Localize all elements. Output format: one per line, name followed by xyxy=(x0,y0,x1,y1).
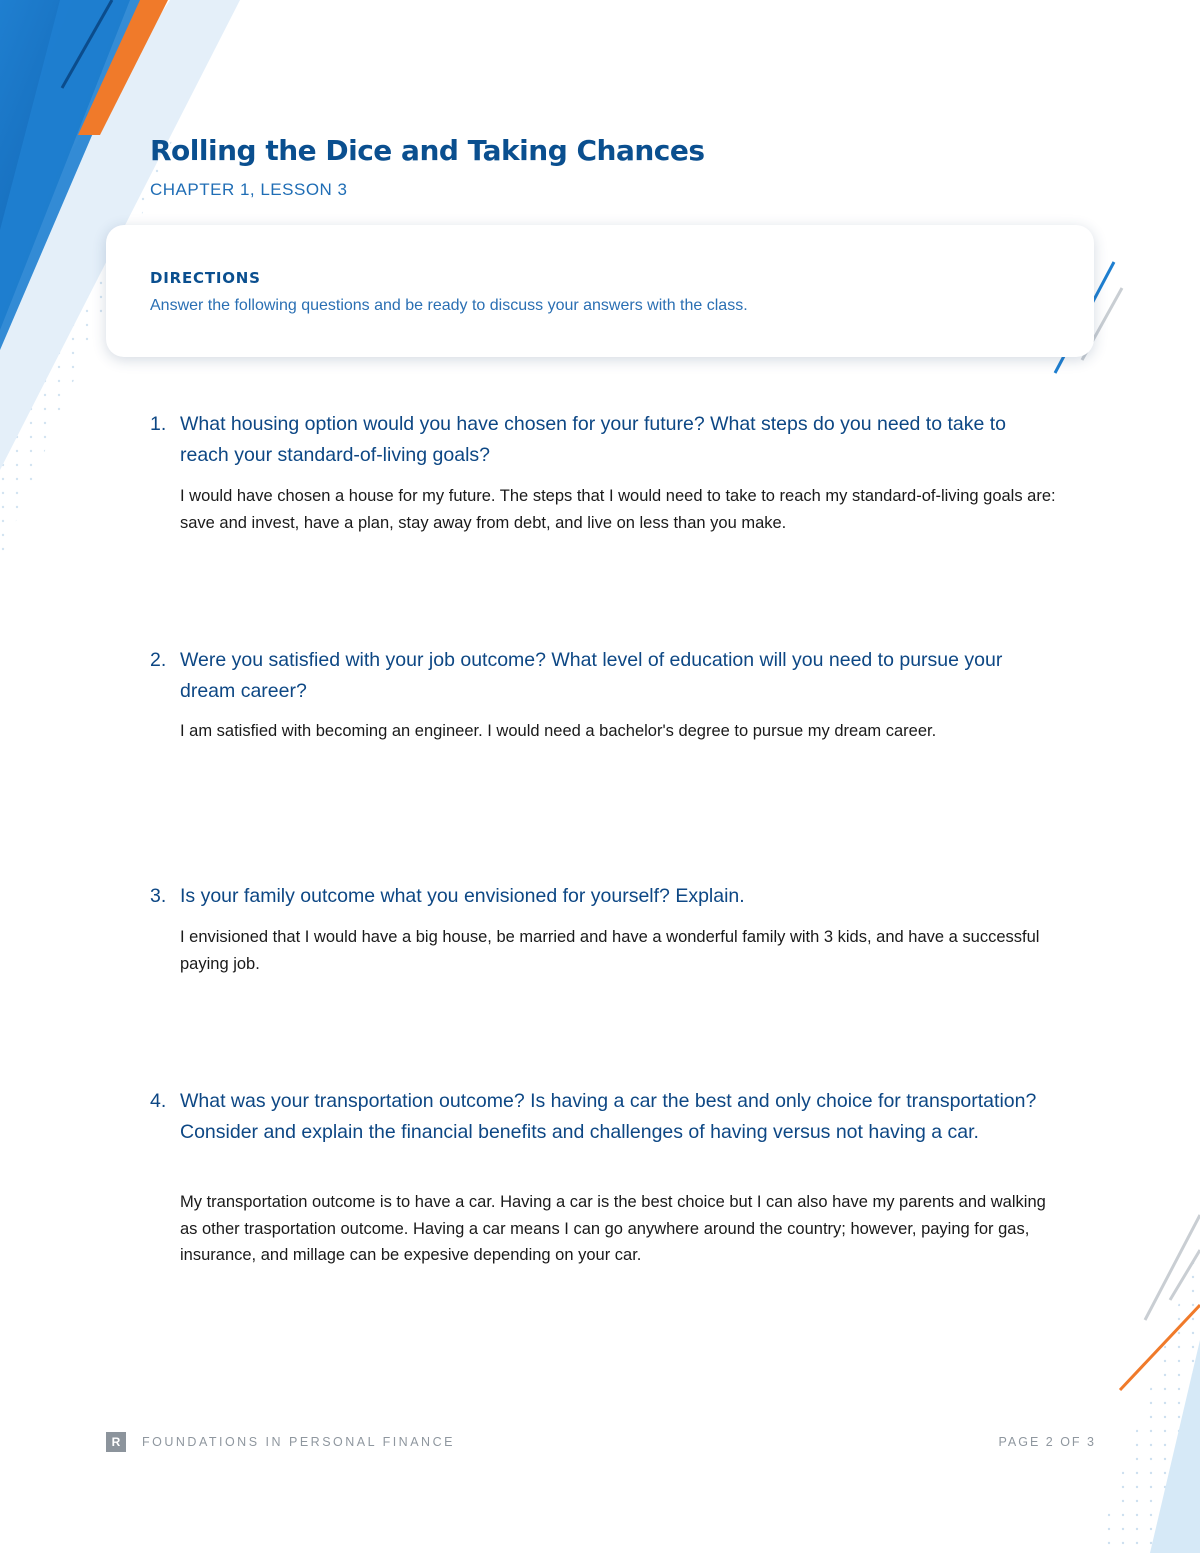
brand-logo-icon: R xyxy=(106,1432,126,1452)
question-text: Is your family outcome what you envisioned for yourself? Explain. xyxy=(180,885,745,907)
directions-heading: DIRECTIONS xyxy=(150,269,261,287)
answer-text: I would have chosen a house for my future. The steps that I would need to take to reach my standard-of-living goals are: save and invest, have a plan, stay away from debt, and live on less than you make. xyxy=(180,487,1056,532)
footer-brand: FOUNDATIONS IN PERSONAL FINANCE xyxy=(142,1435,455,1449)
question-number: 3. xyxy=(150,885,167,907)
question-text: What housing option would you have chosen for your future? What steps do you need to take to reach your standard-of-living goals? xyxy=(180,413,1007,466)
question-number: 4. xyxy=(150,1090,167,1112)
directions-card xyxy=(106,225,1094,357)
answer-text: My transportation outcome is to have a car. Having a car is the best choice but I can also have my parents and walking as other trasportation outcome. Having a car means I can go anywhere around the country; however, paying for gas, insurance, and millage can be expesive depending on your car. xyxy=(180,1193,1046,1264)
question-number: 2. xyxy=(150,649,167,671)
question-text: Were you satisfied with your job outcome? What level of education will you need to pursue your dream career? xyxy=(180,649,1003,702)
directions-text: Answer the following questions and be ready to discuss your answers with the class. xyxy=(150,297,748,314)
page-title: Rolling the Dice and Taking Chances xyxy=(150,134,705,167)
page-indicator: PAGE 2 OF 3 xyxy=(998,1435,1096,1449)
question-number: 1. xyxy=(150,413,167,435)
answer-text: I envisioned that I would have a big house, be married and have a wonderful family with 3 kids, and have a successful paying job. xyxy=(180,928,1040,973)
answer-text: I am satisfied with becoming an engineer. I would need a bachelor's degree to pursue my dream career. xyxy=(180,722,937,740)
question-text: What was your transportation outcome? Is having a car the best and only choice for transportation? Consider and explain the financial benefits and challenges of having versus not having a car. xyxy=(180,1090,1037,1143)
chapter-lesson-label: CHAPTER 1, LESSON 3 xyxy=(150,180,348,199)
